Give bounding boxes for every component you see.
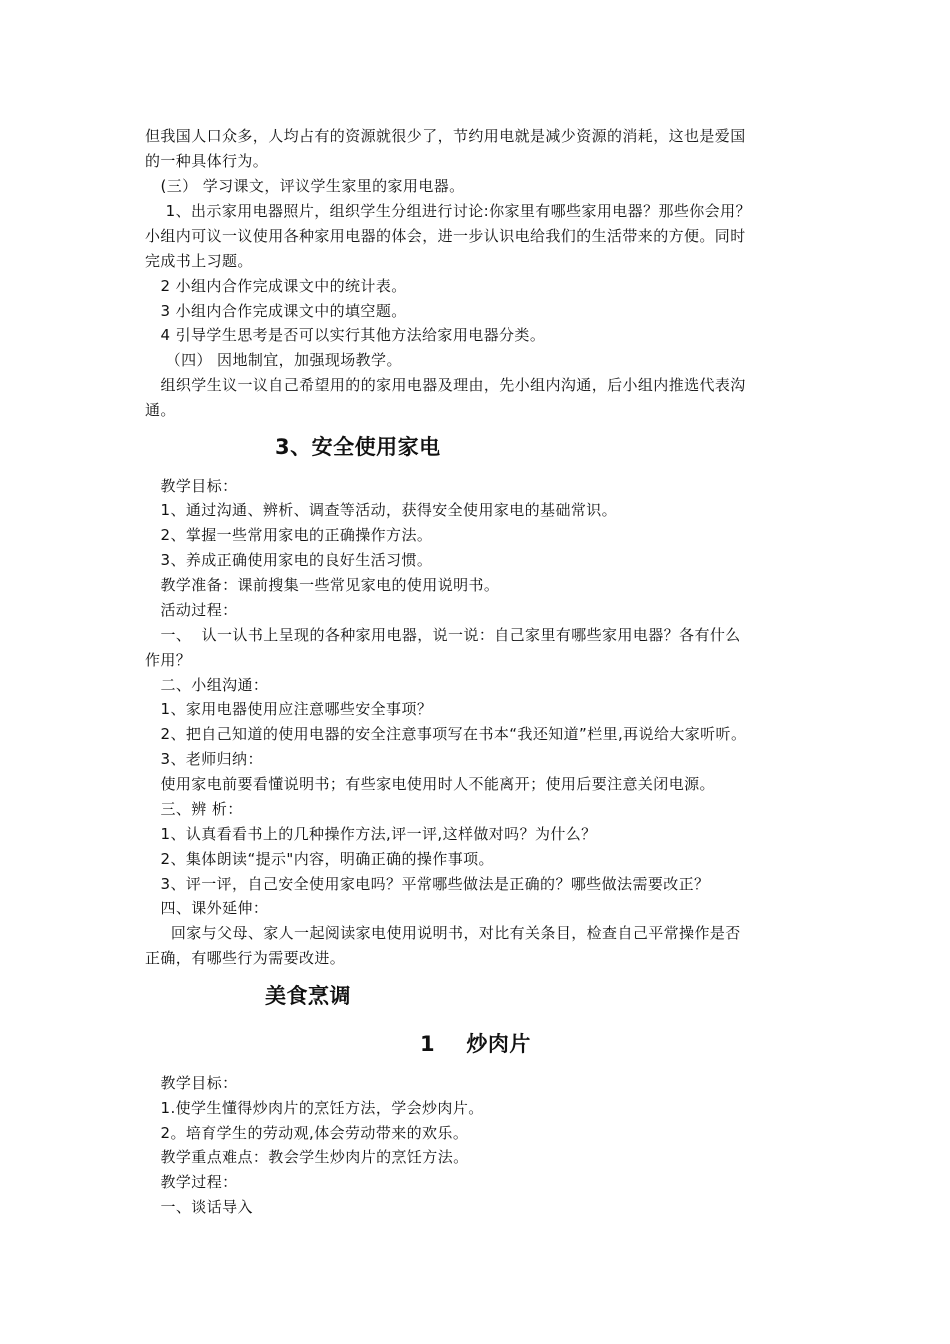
text-line: 3、评一评，自己安全使用家电吗？平常哪些做法是正确的？哪些做法需要改正？ [145, 875, 710, 893]
text-line: 2、把自己知道的使用电器的安全注意事项写在书本“我还知道”栏里,再说给大家听听。 [145, 725, 747, 743]
text-line: 但我国人口众多，人均占有的资源就很少了，节约用电就是减少资源的消耗，这也是爱国 [145, 127, 746, 145]
text-line: (三） 学习课文，评议学生家里的家用电器。 [145, 177, 465, 195]
text-line: 组织学生议一议自己希望用的的家用电器及理由，先小组内沟通，后小组内推选代表沟 [145, 376, 746, 394]
text-line: 3、老师归纳： [145, 750, 263, 768]
text-line: 2。培育学生的劳动观,体会劳动带来的欢乐。 [145, 1124, 469, 1142]
text-line: 1、通过沟通、辨析、调查等活动，获得安全使用家电的基础常识。 [145, 501, 618, 519]
text-line: 教学过程： [145, 1173, 238, 1191]
text-line: 4 引导学生思考是否可以实行其他方法给家用电器分类。 [145, 326, 546, 344]
text-line: 正确，有哪些行为需要改进。 [145, 949, 346, 967]
text-line: 的一种具体行为。 [145, 152, 269, 170]
text-line: 3 小组内合作完成课文中的填空题。 [145, 302, 407, 320]
text-line: 教学重点难点：教会学生炒肉片的烹饪方法。 [145, 1148, 469, 1166]
text-line: 1、认真看看书上的几种操作方法,评一评,这样做对吗？为什么？ [145, 825, 597, 843]
text-line: 1、出示家用电器照片，组织学生分组进行讨论:你家里有哪些家用电器？那些你会用？ [145, 202, 751, 220]
section-heading-safety: 3、安全使用家电 [275, 435, 441, 459]
text-line: 1、家用电器使用应注意哪些安全事项？ [145, 700, 433, 718]
text-line: 活动过程： [145, 601, 238, 619]
text-line: 一、 认一认书上呈现的各种家用电器，说一说：自己家里有哪些家用电器？各有什么 [145, 626, 741, 644]
text-line: 回家与父母、家人一起阅读家电使用说明书，对比有关条目，检查自己平常操作是否 [145, 924, 741, 942]
text-line: 教学目标： [145, 477, 238, 495]
text-line: 3、养成正确使用家电的良好生活习惯。 [145, 551, 433, 569]
text-line: 小组内可议一议使用各种家用电器的体会，进一步认识电给我们的生活带来的方便。同时 [145, 227, 746, 245]
lesson-heading: 1 炒肉片 [420, 1032, 531, 1056]
text-line: 一、谈话导入 [145, 1198, 253, 1216]
text-line: 1.使学生懂得炒肉片的烹饪方法，学会炒肉片。 [145, 1099, 484, 1117]
text-line: 教学目标： [145, 1074, 238, 1092]
text-line: 完成书上习题。 [145, 252, 253, 270]
text-line: （四） 因地制宜，加强现场教学。 [145, 351, 402, 369]
text-line: 2 小组内合作完成课文中的统计表。 [145, 277, 407, 295]
text-line: 二、小组沟通： [145, 676, 269, 694]
section-heading-cooking: 美食烹调 [265, 984, 351, 1008]
text-line: 2、集体朗读“提示"内容，明确正确的操作事项。 [145, 850, 494, 868]
text-line: 使用家电前要看懂说明书；有些家电使用时人不能离开；使用后要注意关闭电源。 [145, 775, 715, 793]
text-line: 2、掌握一些常用家电的正确操作方法。 [145, 526, 433, 544]
text-line: 三、辨 析： [145, 800, 243, 818]
text-line: 四、课外延伸： [145, 899, 269, 917]
text-line: 通。 [145, 401, 176, 419]
text-line: 作用？ [145, 651, 192, 669]
text-line: 教学准备：课前搜集一些常见家电的使用说明书。 [145, 576, 500, 594]
